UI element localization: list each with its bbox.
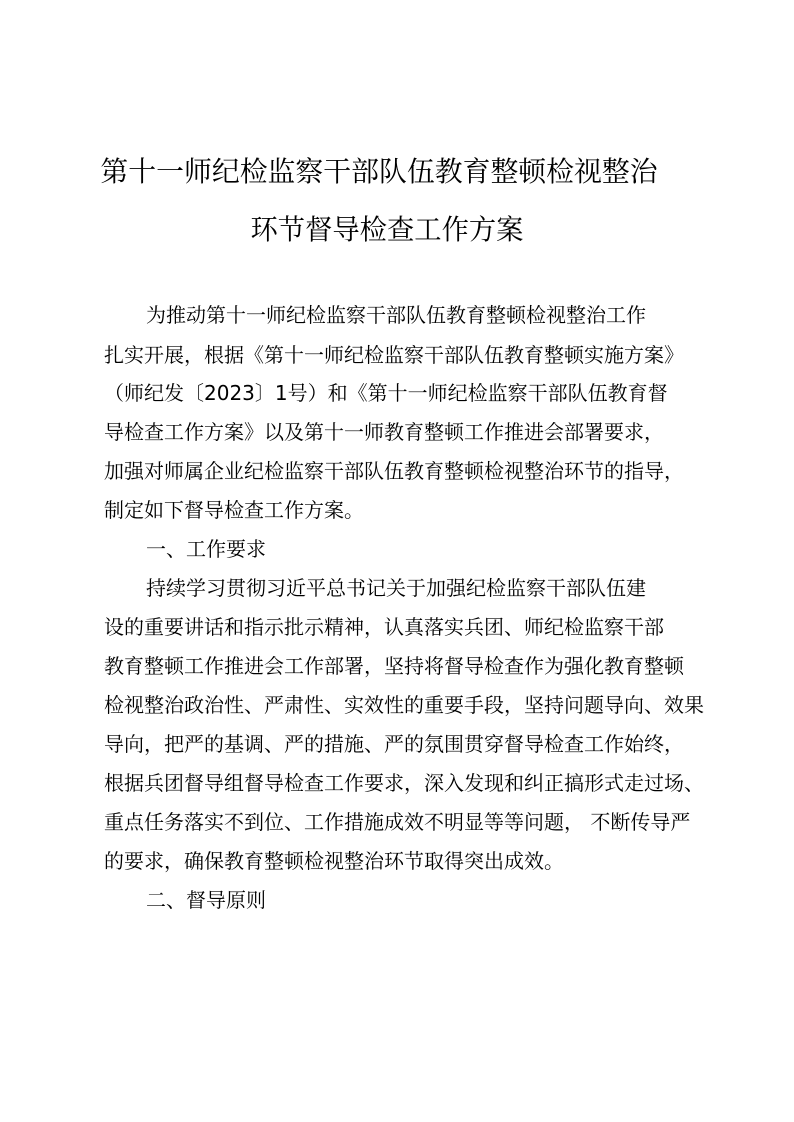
section-1-line: 根据兵团督导组督导检查工作要求，深入发现和纠正搞形式走过场、 (104, 771, 704, 795)
section-1-line: 检视整治政治性、严肃性、实效性的重要手段，坚持问题导向、效果 (104, 693, 704, 717)
section-1-line: 的要求，确保教育整顿检视整治环节取得突出成效。 (104, 849, 564, 873)
intro-line: 扎实开展，根据《第十一师纪检监察干部队伍教育整顿实施方案》 (104, 343, 684, 367)
section-1-line: 设的重要讲话和指示批示精神，认真落实兵团、师纪检监察干部 (104, 615, 664, 639)
intro-line: 为推动第十一师纪检监察干部队伍教育整顿检视整治工作 (146, 303, 646, 327)
intro-line: 加强对师属企业纪检监察干部队伍教育整顿检视整治环节的指导， (104, 459, 684, 483)
document-title-line-2: 环节督导检查工作方案 (250, 213, 524, 246)
section-1-heading: 一、工作要求 (146, 537, 266, 561)
section-1-line: 持续学习贯彻习近平总书记关于加强纪检监察干部队伍建 (146, 576, 646, 600)
intro-line: （师纪发〔2023〕1号）和《第十一师纪检监察干部队伍教育督 (104, 381, 668, 405)
section-1-line: 导向，把严的基调、严的措施、严的氛围贯穿督导检查工作始终， (104, 732, 684, 756)
intro-line: 导检查工作方案》以及第十一师教育整顿工作推进会部署要求， (104, 420, 664, 444)
document-title-line-1: 第十一师纪检监察干部队伍教育整顿检视整治 (100, 155, 658, 188)
section-1-line: 重点任务落实不到位、工作措施成效不明显等等问题， 不断传导严 (104, 810, 691, 834)
section-2-heading: 二、督导原则 (146, 888, 266, 912)
intro-line: 制定如下督导检查工作方案。 (104, 498, 364, 522)
section-1-line: 教育整顿工作推进会工作部署，坚持将督导检查作为强化教育整顿 (104, 654, 684, 678)
